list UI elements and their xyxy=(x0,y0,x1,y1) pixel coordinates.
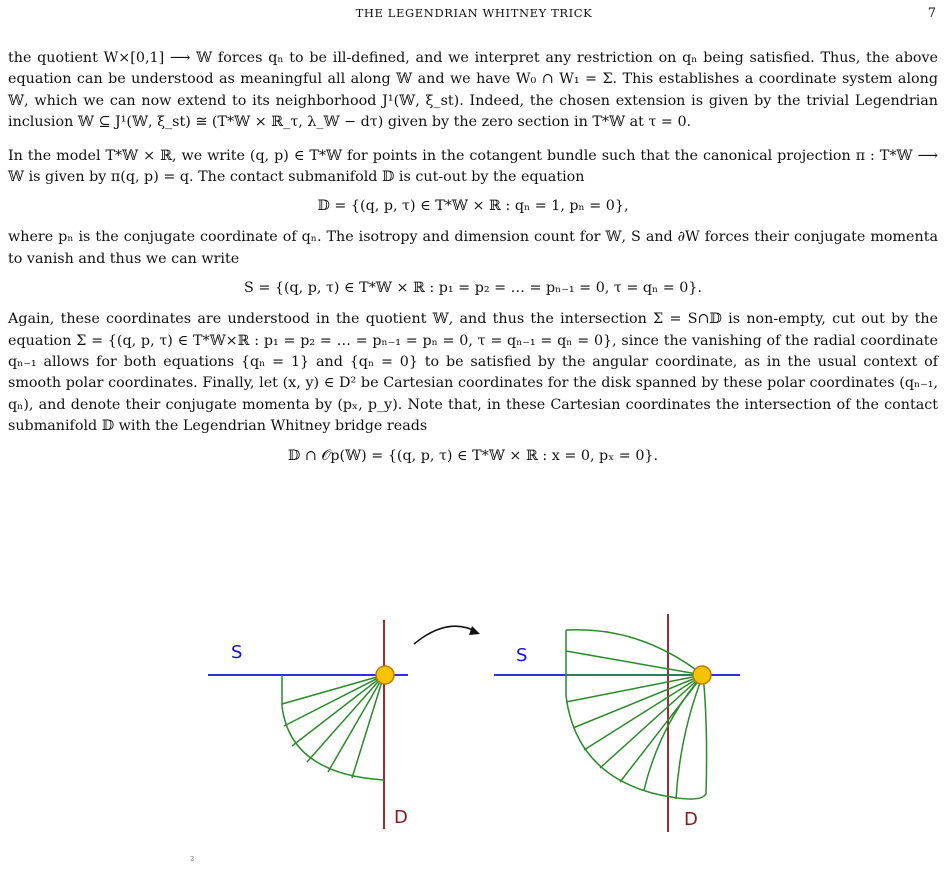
paragraph-1: the quotient W×[0,1] ⟶ 𝕎 forces qₙ to be ill-defined, and we interpret any restriction on qₙ being satisfied. Thus, the above equation can be understood as meaningful all along 𝕎 and we have W₀ ∩ W₁ = Σ. This establishes a coordinate system along 𝕎, which we can now extend to its neighborhood J¹(𝕎, ξ_st). Indeed, the chosen extension is given by the trivial Legendrian inclusion 𝕎 ⊆ J¹(𝕎, ξ_st) ≅ (T*𝕎 × ℝ_τ, λ_𝕎 − dτ) given by the zero section in T*𝕎 at τ = 0. xyxy=(8,50,938,131)
transition-arrow xyxy=(414,626,480,644)
arrow-head xyxy=(469,626,480,635)
page-number: 7 xyxy=(927,6,936,21)
figure xyxy=(0,604,948,879)
paragraph-4: Again, these coordinates are understood in the quotient 𝕎, and thus the intersection Σ = S∩𝔻 is non-empty, cut out by the equation Σ = {(q, p, τ) ∈ T*𝕎×ℝ : p₁ = p₂ = … = pₙ₋₁ = pₙ = 0, τ = qₙ₋₁ = qₙ = 0}, since the vanishing of the radial coordinate qₙ₋₁ allows for both equations {qₙ = 1} and {qₙ = 0} to be satisfied by the angular coordinate, as in the usual context of smooth polar coordinates. Finally, let (x, y) ∈ D² be Cartesian coordinates for the disk spanned by these polar coordinates (qₙ₋₁, qₙ), and denote their conjugate momenta by (pₓ, p_y). Note that, in these Cartesian coordinates the intersection of the contact submanifold 𝔻 with the Legendrian Whitney bridge reads xyxy=(8,311,938,435)
sheet-line-right-1 xyxy=(566,651,703,675)
label-d-right: D xyxy=(684,809,698,830)
green-sheet-left xyxy=(282,675,384,780)
right-panel xyxy=(494,614,740,832)
sheet-ray-left-1 xyxy=(282,675,384,704)
sheet-line-right-8 xyxy=(644,675,703,790)
label-s-right: S xyxy=(516,645,528,666)
equation-d: 𝔻 = {(q, p, τ) ∈ T*𝕎 × ℝ : qₙ = 1, pₙ = 0}, xyxy=(317,198,629,215)
body-text xyxy=(8,48,938,477)
paragraph-2: In the model T*𝕎 × ℝ, we write (q, p) ∈ T*𝕎 for points in the cotangent bundle such that the canonical projection π : T*𝕎 ⟶ 𝕎 is given by π(q, p) = q. The contact submanifold 𝔻 is cut-out by the equation xyxy=(8,147,938,186)
running-head xyxy=(0,6,948,28)
green-sheet-right xyxy=(566,630,707,799)
caption-fragment: ² xyxy=(190,854,195,867)
sheet-line-right-4 xyxy=(573,675,703,728)
sheet-ray-left-6 xyxy=(352,675,384,778)
equation-s: S = {(q, p, τ) ∈ T*𝕎 × ℝ : p₁ = p₂ = … = pₙ₋₁ = 0, τ = qₙ = 0}. xyxy=(243,280,703,297)
running-title: THE LEGENDRIAN WHITNEY TRICK xyxy=(355,6,593,20)
sheet-top-edge-right xyxy=(566,630,703,675)
intersection-point-right xyxy=(693,666,711,684)
arrow-curve xyxy=(414,626,477,644)
figure-svg xyxy=(0,604,948,854)
label-d-left: D xyxy=(394,807,408,828)
sheet-ray-left-4 xyxy=(307,675,384,762)
left-panel xyxy=(208,620,408,829)
paragraph-3: where pₙ is the conjugate coordinate of qₙ. The isotropy and dimension count for 𝕎, S and ∂W forces their conjugate momenta to vanish and thus we can write xyxy=(8,229,938,267)
label-s-left: S xyxy=(231,642,243,663)
equation-intersection: 𝔻 ∩ 𝒪p(𝕎) = {(q, p, τ) ∈ T*𝕎 × ℝ : x = 0, pₓ = 0}. xyxy=(287,447,659,464)
sheet-ray-left-3 xyxy=(292,675,384,746)
intersection-point-left xyxy=(376,666,394,684)
